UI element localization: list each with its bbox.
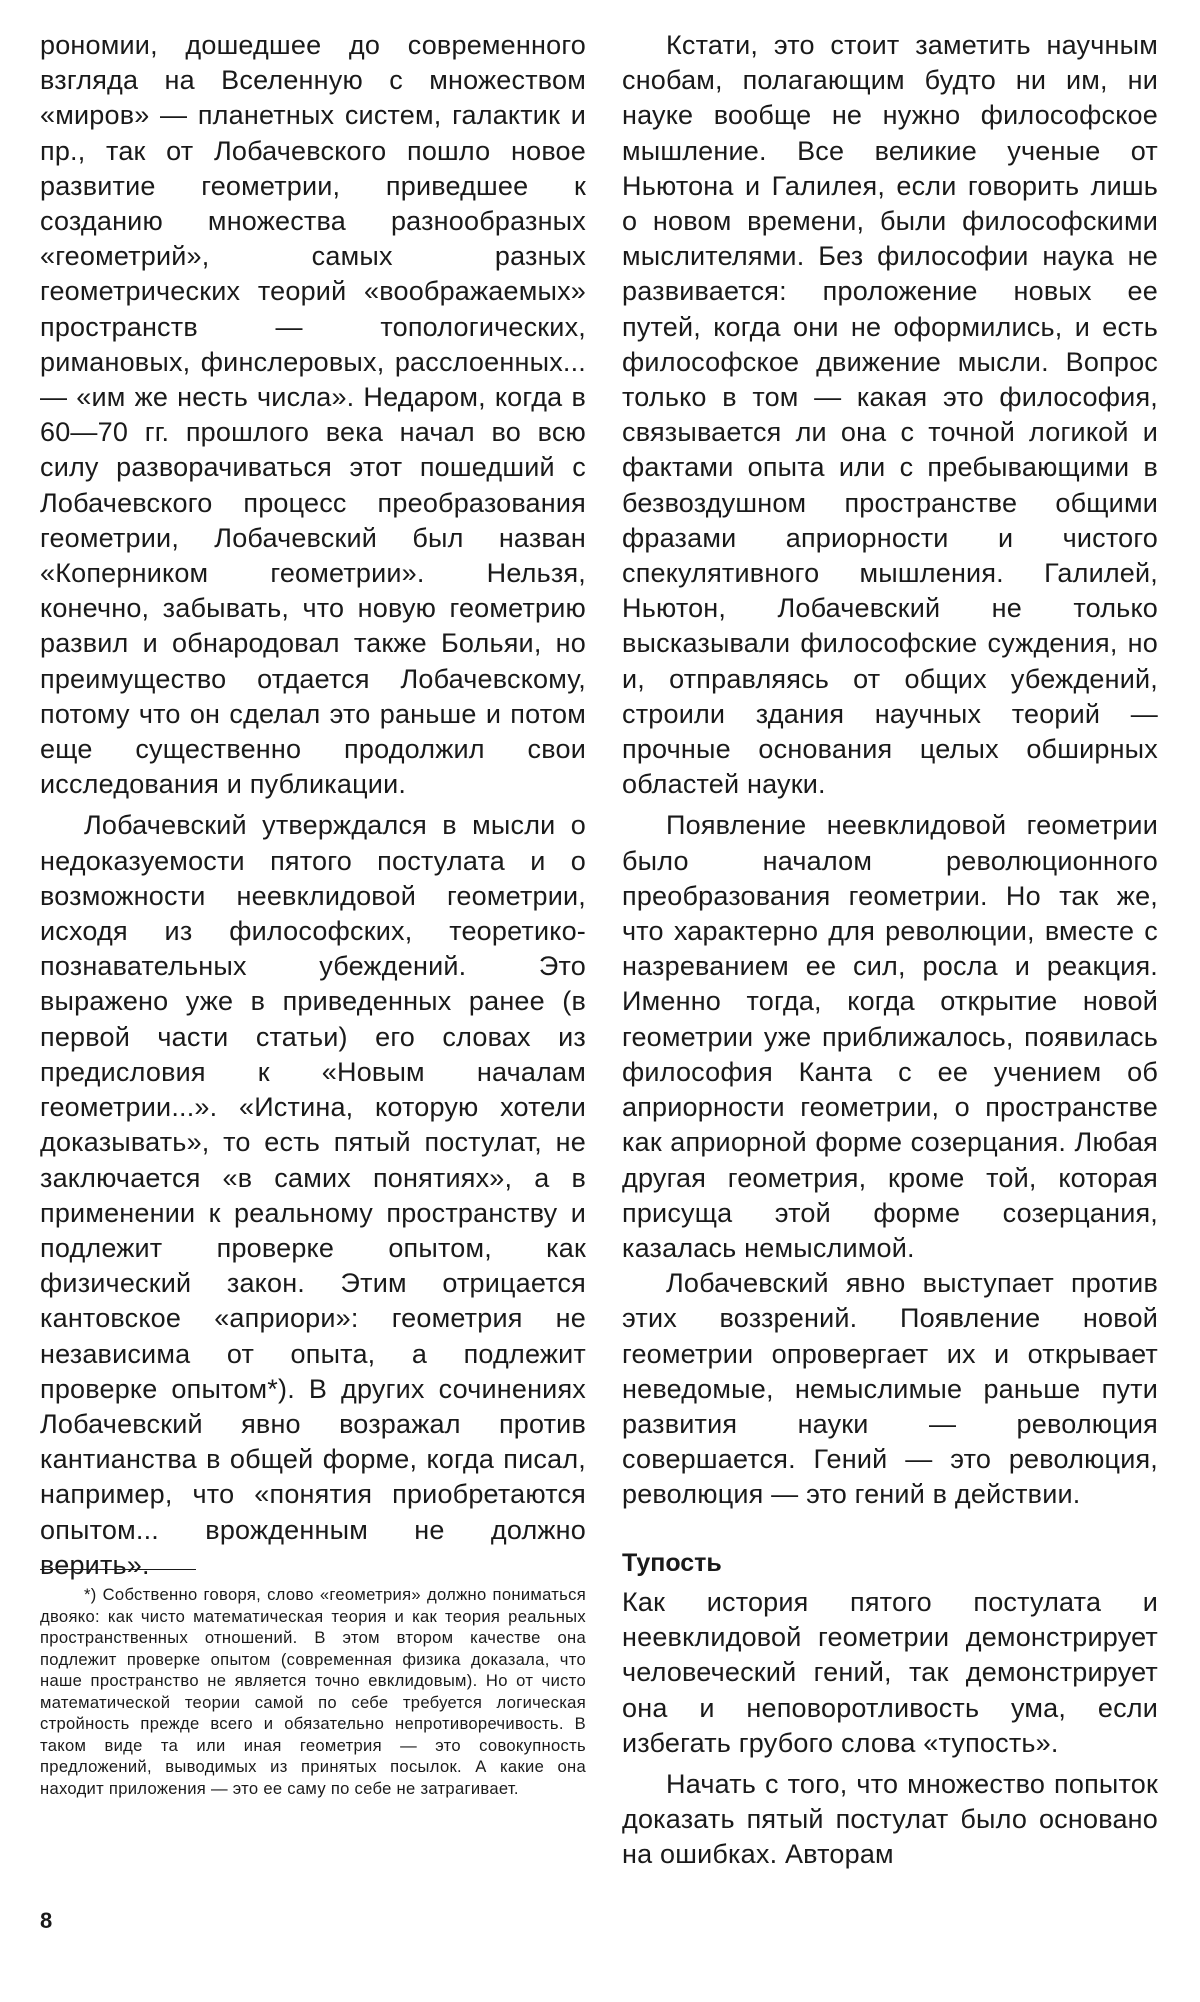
paragraph-right-3: Лобачевский явно выступает против этих воззрений. Появление новой геометрии опровергает их и открывает неведомые, немыслимые раньше пути развития науки — революция совершается. Гений — это революция, революция — это гений в действии. — [622, 1268, 1158, 1510]
section-body — [622, 1585, 1158, 1873]
paragraph-right-2: Появление неевклидовой геометрии было началом революционного преобразования геометрии. Но так же, что характерно для революции, вместе с назреванием ее сил, росла и реакция. Именно тогда, когда открытие новой геометрии уже приближалось, появилась философия Канта с ее учением об априорности геометрии, о пространстве как априорной форме созерцания. Любая другая геометрия, кроме той, которая присуща этой форме созерцания, казалась немыслимой. — [622, 810, 1158, 1263]
section-paragraph-1: Как история пятого постулата и неевклидовой геометрии демонстрирует человеческий гений, так демонстрирует она и неповоротливость ума, если избегать грубого слова «тупость». — [622, 1587, 1158, 1758]
paragraph-left-2: Лобачевский утверждался в мысли о недоказуемости пятого постулата и о возможности неевклидовой геометрии, исходя из философских, теоретико-познавательных убеждений. Это выражено уже в приведенных ранее (в первой части статьи) его словах из предисловия к «Новым началам геометрии...». «Истина, которую хотели доказывать», то есть пятый постулат, не заключается «в самих понятиях», а в применении к реальному пространству и подлежит проверке опытом, как физический закон. Этим отрицается кантовское «априори»: геометрия не независима от опыта, а подлежит проверке опытом*). В других сочинениях Лобачевский явно возражал против кантианства в общей форме, когда писал, например, что «понятия приобретаются опытом... врожденным не должно верить». — [40, 810, 586, 1580]
right-column — [622, 28, 1158, 1513]
footnote: *) Собственно говоря, слово «геометрия» должно пониматься двояко: как чисто математическая теория и как теория реальных пространственных отношений. В этом втором качестве она подлежит проверке опытом (современная физика доказала, что наше пространство не является точно евклидовым). Но от чисто математической теории самой по себе требуется логическая стройность прежде всего и обязательно непротиворечивость. В таком виде та или иная геометрия — это совокупность предложений, выводимых из принятых посылок. А какие она находит приложения — это ее саму по себе не затрагивает. — [40, 1585, 586, 1798]
paragraph-right-1: Кстати, это стоит заметить научным снобам, полагающим будто ни им, ни науке вообще не нужно философское мышление. Все великие ученые от Ньютона и Галилея, если говорить лишь о новом времени, были философскими мыслителями. Без философии наука не развивается: проложение новых ее путей, когда они не оформились, и есть философское движение мысли. Вопрос только в том — какая это философия, связывается ли она с точной логикой и фактами опыта или с пребывающими в безвоздушном пространстве общими фразами априорности и чистого спекулятивного мышления. Галилей, Ньютон, Лобачевский не только высказывали философские суждения, но и, отправляясь от общих убеждений, строили здания научных теорий — прочные основания целых обширных областей науки. — [622, 30, 1158, 800]
footnote-divider — [40, 1569, 196, 1570]
page-number: 8 — [40, 1908, 53, 1933]
section-paragraph-2: Начать с того, что множество попыток доказать пятый постулат было основано на ошибках. Авторам — [622, 1769, 1158, 1870]
section-heading: Тупость — [622, 1549, 722, 1577]
left-column — [40, 28, 586, 1583]
paragraph-left-1: рономии, дошедшее до современного взгляда на Вселенную с множеством «миров» — планетных систем, галактик и пр., так от Лобачевского пошло новое развитие геометрии, приведшее к созданию множества разнообразных «геометрий», самых разных геометрических теорий «воображаемых» пространств — топологических, римановых, финслеровых, расслоенных... — «им же несть числа». Недаром, когда в 60—70 гг. прошлого века начал во всю силу разворачиваться этот пошедший с Лобачевского процесс преобразования геометрии, Лобачевский был назван «Коперником геометрии». Нельзя, конечно, забывать, что новую геометрию развил и обнародовал также Больяи, но преимущество отдается Лобачевскому, потому что он сделал это раньше и потом еще существенно продолжил свои исследования и публикации. — [40, 30, 586, 800]
